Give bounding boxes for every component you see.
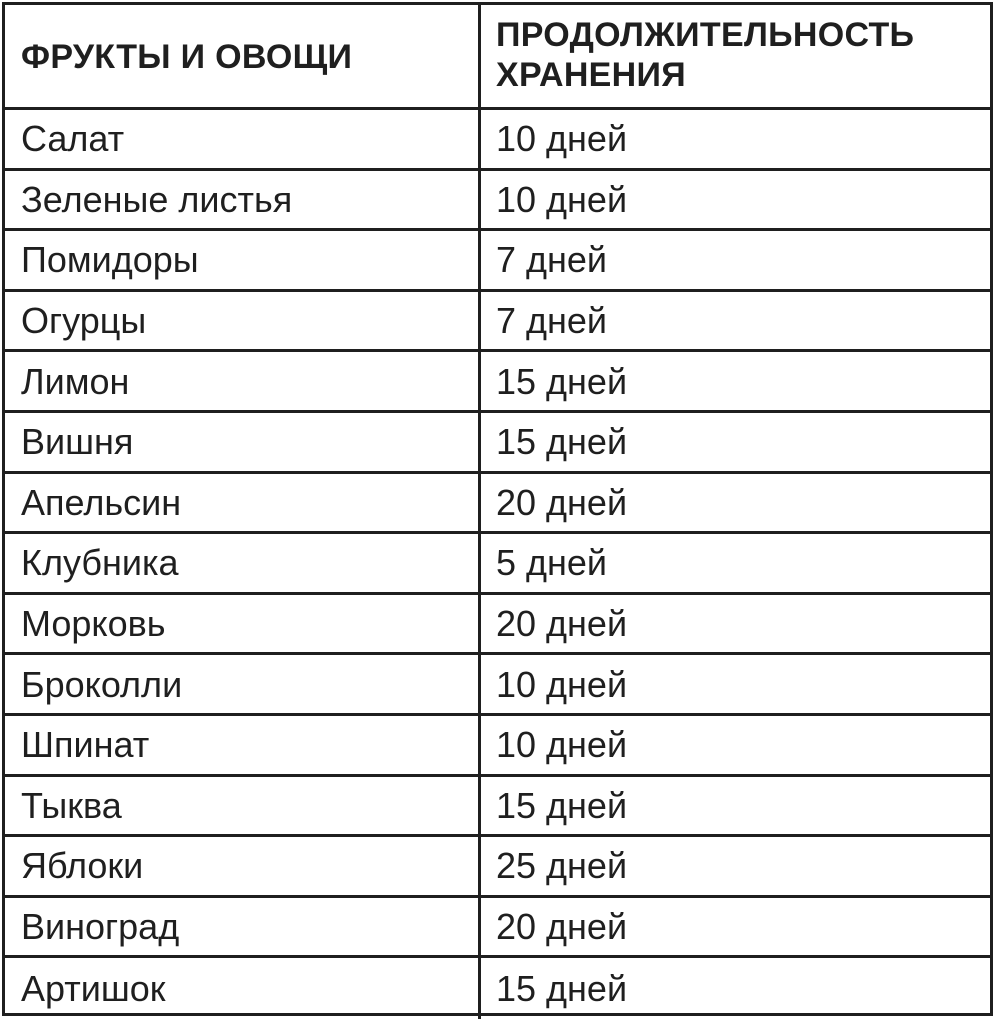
- header-col2-line1: ПРОДОЛЖИТЕЛЬНОСТЬ: [496, 16, 915, 54]
- item-cell: Виноград: [5, 898, 481, 956]
- duration-cell: 20 дней: [496, 481, 628, 523]
- item-cell: Артишок: [5, 958, 481, 1019]
- table-header-row: [5, 5, 990, 110]
- header-fruits-vegetables: [5, 5, 481, 107]
- header-storage-duration: [481, 5, 990, 107]
- table-row: [5, 898, 990, 959]
- item-cell: Салат: [5, 110, 481, 168]
- duration-cell: 20 дней: [496, 906, 628, 948]
- item-cell: Огурцы: [5, 292, 481, 350]
- table-row: [5, 837, 990, 898]
- duration-cell: 10 дней: [496, 118, 628, 160]
- duration-cell: 10 дней: [496, 178, 628, 220]
- header-col2-line2: ХРАНЕНИЯ: [496, 56, 686, 94]
- table-row: [5, 534, 990, 595]
- duration-cell: 15 дней: [496, 968, 628, 1010]
- duration-cell: 10 дней: [496, 663, 628, 705]
- duration-cell: 10 дней: [496, 724, 628, 766]
- item-cell: Шпинат: [5, 716, 481, 774]
- table-row: [5, 595, 990, 656]
- table-row: [5, 231, 990, 292]
- item-cell: Тыква: [5, 777, 481, 835]
- table-row: [5, 474, 990, 535]
- table-row: [5, 716, 990, 777]
- duration-cell: 15 дней: [496, 360, 628, 402]
- item-cell: Яблоки: [5, 837, 481, 895]
- item-cell: Броколли: [5, 655, 481, 713]
- table-row: [5, 413, 990, 474]
- table-row: [5, 777, 990, 838]
- item-cell: Зеленые листья: [5, 171, 481, 229]
- table-row: [5, 292, 990, 353]
- item-cell: Вишня: [5, 413, 481, 471]
- item-cell: Помидоры: [5, 231, 481, 289]
- item-cell: Лимон: [5, 352, 481, 410]
- table-row: [5, 958, 990, 1019]
- storage-table: [2, 2, 993, 1016]
- table-row: [5, 110, 990, 171]
- item-cell: Апельсин: [5, 474, 481, 532]
- duration-cell: 7 дней: [496, 300, 608, 342]
- table-row: [5, 655, 990, 716]
- duration-cell: 15 дней: [496, 421, 628, 463]
- table-row: [5, 171, 990, 232]
- header-col1-label: ФРУКТЫ И ОВОЩИ: [21, 38, 353, 76]
- item-cell: Морковь: [5, 595, 481, 653]
- duration-cell: 15 дней: [496, 784, 628, 826]
- duration-cell: 7 дней: [496, 239, 608, 281]
- duration-cell: 25 дней: [496, 845, 628, 887]
- table-row: [5, 352, 990, 413]
- duration-cell: 20 дней: [496, 603, 628, 645]
- duration-cell: 5 дней: [496, 542, 608, 584]
- item-cell: Клубника: [5, 534, 481, 592]
